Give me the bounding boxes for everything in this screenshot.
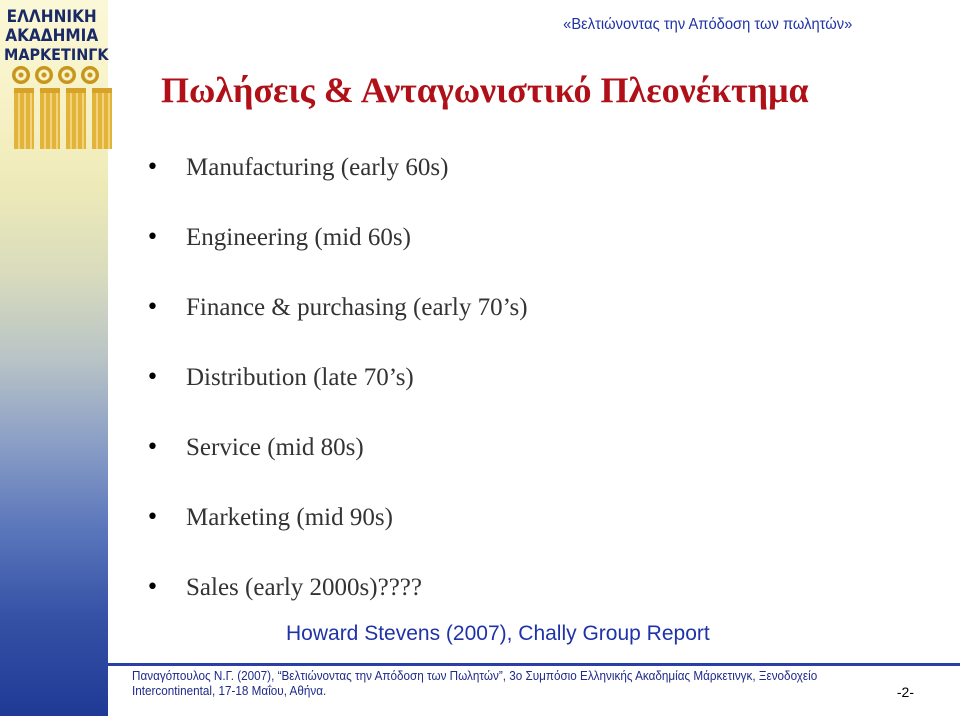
- logo-spirals: [12, 66, 99, 84]
- bullet-text: Manufacturing (early 60s): [186, 154, 449, 181]
- bullet-text: Engineering (mid 60s): [186, 224, 411, 251]
- page-number: -2-: [896, 684, 914, 700]
- list-item: [140, 500, 528, 570]
- header-title: «Βελτιώνοντας την Απόδοση των πωλητών»: [562, 16, 852, 33]
- footer-divider: [108, 663, 960, 666]
- source-citation: Howard Stevens (2007), Chally Group Report: [286, 622, 710, 645]
- bullet-icon: •: [146, 435, 159, 460]
- spiral-icon: [12, 66, 30, 84]
- column-icon: [40, 88, 60, 149]
- bullet-icon: •: [146, 225, 159, 250]
- bullet-icon: •: [146, 295, 159, 320]
- bullet-icon: •: [146, 155, 159, 180]
- bullet-list: [140, 150, 528, 640]
- logo-line-1: ΕΛΛΗΝΙΚΗ: [6, 7, 97, 27]
- spiral-icon: [81, 66, 99, 84]
- footer-line-2: Intercontinental, 17-18 Μαΐου, Αθήνα.: [132, 683, 327, 698]
- spiral-icon: [58, 66, 76, 84]
- bullet-icon: •: [146, 575, 159, 600]
- logo-line-2: ΑΚΑΔΗΜΙΑ: [5, 26, 99, 46]
- list-item: [140, 360, 528, 430]
- list-item: [140, 290, 528, 360]
- column-icon: [66, 88, 86, 149]
- bullet-text: Finance & purchasing (early 70’s): [186, 294, 528, 321]
- list-item: [140, 220, 528, 290]
- bullet-text: Distribution (late 70’s): [186, 364, 414, 391]
- academy-logo: [4, 4, 110, 144]
- bullet-text: Sales (early 2000s)????: [186, 574, 422, 601]
- footer-line-1: Παναγόπουλος Ν.Γ. (2007), “Βελτιώνοντας την Απόδοση των Πωλητών”, 3ο Συμπόσιο Ελληνικής Ακαδημίας Μάρκετινγκ, Ξενοδοχείο: [132, 668, 818, 683]
- bullet-text: Service (mid 80s): [186, 434, 364, 461]
- bullet-icon: •: [146, 505, 159, 530]
- list-item: [140, 430, 528, 500]
- spiral-icon: [35, 66, 53, 84]
- bullet-text: Marketing (mid 90s): [186, 504, 393, 531]
- bullet-icon: •: [146, 365, 159, 390]
- logo-columns: [14, 88, 112, 149]
- column-icon: [92, 88, 112, 149]
- footer-citation: [132, 668, 818, 698]
- column-icon: [14, 88, 34, 149]
- list-item: [140, 150, 528, 220]
- slide-title: Πωλήσεις & Ανταγωνιστικό Πλεονέκτημα: [161, 70, 809, 110]
- logo-line-3: ΜΑΡΚΕΤΙΝΓΚ: [4, 45, 109, 64]
